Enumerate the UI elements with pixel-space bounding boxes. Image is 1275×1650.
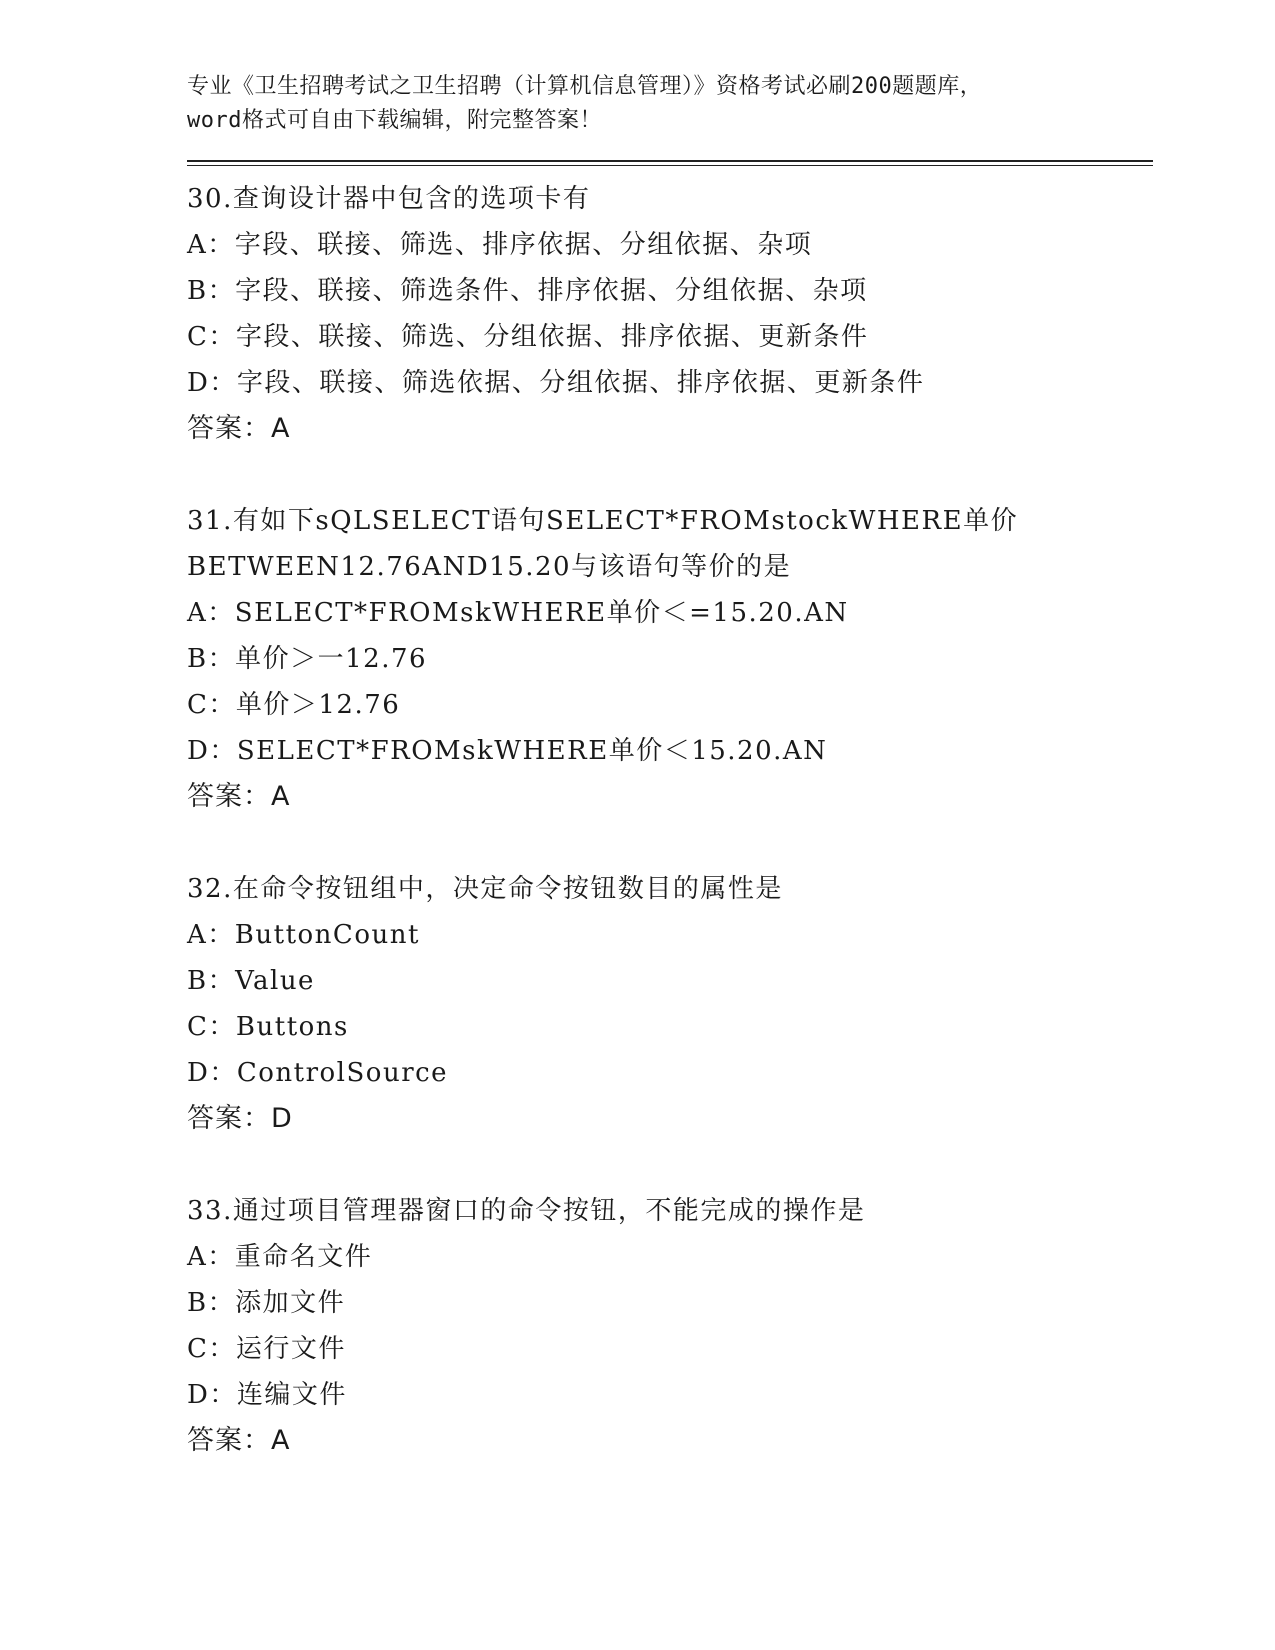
header-divider	[187, 160, 1153, 162]
option-a: A：字段、联接、筛选、排序依据、分组依据、杂项	[187, 230, 813, 260]
question-30	[187, 176, 1153, 452]
question-31	[187, 498, 1153, 820]
option-b: B：Value	[187, 966, 315, 996]
option-d: D：字段、联接、筛选依据、分组依据、排序依据、更新条件	[187, 368, 925, 398]
document-header	[187, 70, 1153, 138]
option-d: D：SELECT*FROMskWHERE单价＜15.20.AN	[187, 736, 828, 766]
question-33	[187, 1188, 1153, 1464]
option-b: B：单价＞一12.76	[187, 644, 428, 674]
answer: 答案：D	[187, 1103, 293, 1134]
question-32	[187, 866, 1153, 1142]
option-a: A：重命名文件	[187, 1242, 373, 1272]
question-stem: 31.有如下sQLSELECT语句SELECT*FROMstockWHERE单价	[187, 506, 1019, 536]
option-c: C：Buttons	[187, 1012, 349, 1042]
answer: 答案：A	[187, 1425, 291, 1456]
answer: 答案：A	[187, 781, 291, 812]
option-c: C：单价＞12.76	[187, 690, 401, 720]
question-stem-continued: BETWEEN12.76AND15.20与该语句等价的是	[187, 552, 792, 582]
option-a: A：ButtonCount	[187, 920, 420, 950]
answer: 答案：A	[187, 413, 291, 444]
option-c: C：字段、联接、筛选、分组依据、排序依据、更新条件	[187, 322, 869, 352]
question-stem: 32.在命令按钮组中，决定命令按钮数目的属性是	[187, 874, 783, 904]
question-stem: 33.通过项目管理器窗口的命令按钮，不能完成的操作是	[187, 1196, 866, 1226]
document-page	[187, 70, 1153, 1510]
header-divider-thin	[187, 165, 1153, 166]
option-a: A：SELECT*FROMskWHERE单价＜=15.20.AN	[187, 598, 849, 628]
option-d: D：连编文件	[187, 1380, 347, 1410]
option-d: D：ControlSource	[187, 1058, 449, 1088]
option-b: B：字段、联接、筛选条件、排序依据、分组依据、杂项	[187, 276, 868, 306]
option-b: B：添加文件	[187, 1288, 346, 1318]
header-line-2: word格式可自由下载编辑，附完整答案！	[187, 108, 602, 133]
header-line-1: 专业《卫生招聘考试之卫生招聘（计算机信息管理）》资格考试必刷200题题库，	[187, 74, 983, 99]
option-c: C：运行文件	[187, 1334, 346, 1364]
question-stem: 30.查询设计器中包含的选项卡有	[187, 184, 591, 214]
